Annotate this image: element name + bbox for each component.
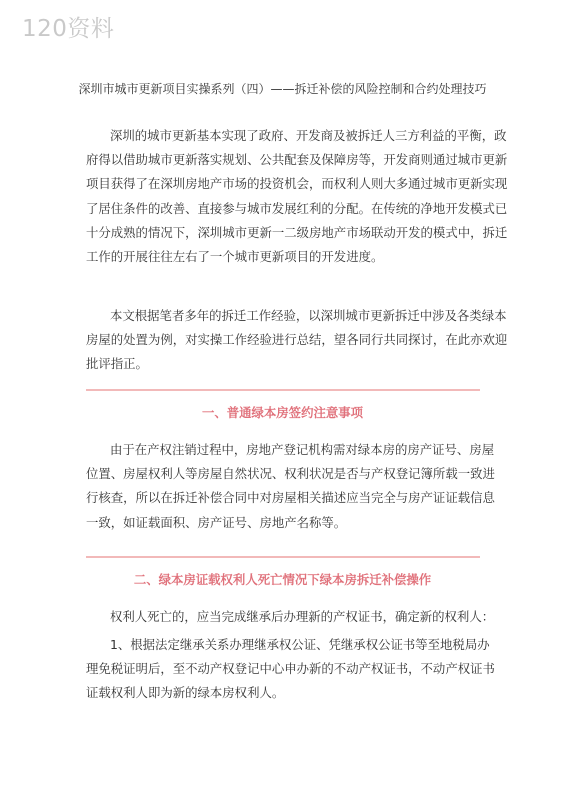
- paragraph-line: 项目获得了在深圳房地产市场的投资机会，而权利人则大多通过城市更新实现: [86, 176, 508, 192]
- section-divider: [86, 389, 480, 391]
- section-heading-2: 二、绿本房证载权利人死亡情况下绿本房拆迁补偿操作: [133, 572, 432, 587]
- section2-paragraph-1: [86, 605, 495, 629]
- paragraph-line: 工作的开展往往左右了一个城市更新项目的开发进度。: [86, 249, 384, 265]
- paragraph-line: 批评指正。: [86, 356, 148, 372]
- paragraph-line: 府得以借助城市更新落实规划、公共配套及保障房等，开发商则通过城市更新: [86, 152, 508, 168]
- paragraph-line: 行核查，所以在拆迁补偿合同中对房屋相关描述应当完全与房产证证载信息: [86, 490, 495, 506]
- intro-paragraph-2: [86, 304, 508, 377]
- section2-paragraph-2: [86, 633, 495, 706]
- intro-paragraph-1: [86, 124, 508, 269]
- section1-paragraph: [86, 438, 495, 535]
- paragraph-line: 十分成熟的情况下，深圳城市更新一二级房地产市场联动开发的模式中，拆迁: [86, 224, 508, 240]
- paragraph-line: 证载权利人即为新的绿本房权利人。: [86, 685, 285, 701]
- paragraph-line: 1、根据法定继承关系办理继承权公证、凭继承权公证书等至地税局办: [110, 637, 490, 652]
- paragraph-line: 了居住条件的改善、直接参与城市发展红利的分配。在传统的净地开发模式已: [86, 200, 508, 216]
- paragraph-line: 一致，如证载面积、房产证号、房地产名称等。: [86, 514, 347, 530]
- paragraph-line: 位置、房屋权利人等房屋自然状况、权利状况是否与产权登记簿所载一致进: [86, 466, 495, 482]
- watermark: 120资料: [22, 16, 115, 42]
- paragraph-line: 房屋的处置为例，对实操工作经验进行总结，望各同行共同探讨，在此亦欢迎: [86, 332, 508, 348]
- section-divider: [86, 556, 480, 558]
- section-heading-1: 一、普通绿本房签约注意事项: [201, 405, 364, 420]
- paragraph-line: 权利人死亡的，应当完成继承后办理新的产权证书，确定新的权利人：: [110, 609, 495, 624]
- paragraph-line: 理免税证明后，至不动产权登记中心申办新的不动产权证书，不动产权证书: [86, 661, 495, 677]
- paragraph-line: 由于在产权注销过程中，房地产登记机构需对绿本房的房产证号、房屋: [110, 442, 495, 457]
- paragraph-line: 深圳的城市更新基本实现了政府、开发商及被拆迁人三方利益的平衡，政: [110, 128, 507, 143]
- paragraph-line: 本文根据笔者多年的拆迁工作经验，以深圳城市更新拆迁中涉及各类绿本: [110, 308, 507, 323]
- document-title: 深圳市城市更新项目实操系列（四）——拆迁补偿的风险控制和合约处理技巧: [78, 82, 487, 96]
